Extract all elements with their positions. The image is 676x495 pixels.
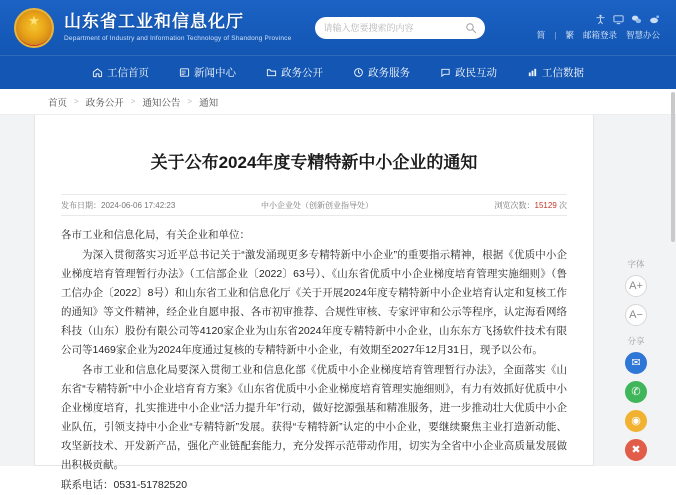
wechat-icon[interactable] [631, 14, 642, 25]
header-links [537, 29, 660, 41]
nav-item-data[interactable] [527, 65, 584, 80]
weibo-icon[interactable] [649, 14, 660, 25]
monitor-icon[interactable] [613, 14, 624, 25]
views-unit: 次 [559, 200, 567, 210]
side-rail [610, 258, 662, 468]
chat-icon [440, 67, 451, 78]
article-paragraph-0: 各市工业和信息化局，有关企业和单位： [61, 229, 250, 241]
breadcrumb-item-1[interactable]: 政务公开 [85, 97, 124, 109]
nav-item-home[interactable] [92, 65, 149, 80]
breadcrumb-sep-0: > [74, 97, 79, 106]
nav-item-news[interactable] [179, 65, 236, 80]
nav-label-affairs-service: 政务服务 [368, 67, 410, 79]
accessibility-icon[interactable] [595, 14, 606, 25]
link-sep-1: | [554, 30, 557, 40]
nav-label-news: 新闻中心 [194, 67, 236, 79]
nav-label-home: 工信首页 [107, 67, 149, 79]
font-decrease-button[interactable]: A− [625, 304, 647, 326]
article-card [34, 115, 594, 491]
site-title-block [64, 11, 291, 44]
publish-date: 2024-06-06 17:42:23 [101, 200, 176, 210]
article-source: 中小企业处（创新创业指导处） [261, 200, 373, 210]
data-icon [527, 67, 538, 78]
article-paragraph-3: 联系电话：0531-51782520 [61, 479, 188, 491]
breadcrumb-sep-1: > [130, 97, 136, 106]
news-icon [179, 67, 190, 78]
share-wechat-button[interactable]: ✆ [625, 381, 647, 403]
site-title-cn: 山东省工业和信息化厅 [64, 12, 244, 31]
search-box[interactable] [315, 17, 485, 39]
nav-label-interaction: 政民互动 [455, 67, 497, 79]
page-title: 关于公布2024年度专精特新中小企业的通知 [150, 153, 478, 172]
search-input[interactable] [323, 23, 465, 33]
lang-traditional[interactable]: 繁 [565, 30, 574, 40]
site-title-en: Department of Industry and Information Technology of Shandong Province [64, 35, 292, 42]
article-paragraph-1: 为深入贯彻落实习近平总书记关于“激发涌现更多专精特新中小企业”的重要指示精神，根据《优质中小企业梯度培育管理暂行办法》（工信部企业〔2022〕63号）、《山东省优质中小企业梯度培育管理实施细则》（鲁工信办企〔2022〕8号）和山东省工业和信息化厅《关于开展2024年度专精特新中小企业培育认定和复核工作的通知》等文件精神，经企业自愿申报、各市初审推荐、合规性审核、专家评审和公示等程序，认定海看网络科技（山东）股份有限公司等4120家企业为山东省2024年度专精特新中小企业，山东东方飞扬软件技术有限公司等1469家企业为2024年度通过复核的专精特新中小企业，有效期至2027年12月31日，现予以公布。 [61, 249, 567, 356]
mail-login-link[interactable]: 邮箱登录 [582, 30, 617, 40]
publish-info [61, 200, 261, 211]
home-icon [92, 67, 103, 78]
main-nav [0, 55, 676, 89]
view-count [437, 200, 567, 211]
nav-item-affairs-open[interactable] [266, 65, 323, 80]
breadcrumb-sep-2: > [187, 97, 193, 106]
national-emblem-icon [14, 8, 54, 48]
article-meta [61, 194, 567, 216]
nav-label-affairs-open: 政务公开 [281, 67, 323, 79]
smart-office-link[interactable]: 智慧办公 [625, 30, 660, 40]
site-header [0, 0, 676, 55]
breadcrumb-item-3[interactable]: 通知 [199, 97, 219, 109]
article-paragraph-2: 各市工业和信息化局要深入贯彻工业和信息化部《优质中小企业梯度培育管理暂行办法》，全面落实《山东省“专精特新”中小企业培育育方案》《山东省优质中小企业梯度培育管理实施细则》，有力有效抓好优质中小企业梯度培育，扎实推进中小企业“活力提升年”行动，做好挖源强基和精准服务，进一步推动壮大优质中小企业队伍，引领支持中小企业“专精特新”发展。获得“专精特新”认定的中小企业，要继续聚焦主业打造新动能、攻坚新技术、开发新产品，强化产业链配套能力，充分发挥示范带动作用，切实为全省中小企业高质量发展做出积极贡献。 [61, 364, 567, 471]
article-body [35, 216, 593, 495]
views-label: 浏览次数： [494, 200, 535, 210]
font-increase-button[interactable]: A+ [625, 275, 647, 297]
nav-item-affairs-service[interactable] [353, 65, 410, 80]
nav-label-data: 工信数据 [542, 67, 584, 79]
share-close-button[interactable]: ✖ [625, 439, 647, 461]
service-icon [353, 67, 364, 78]
share-label: 分享 [627, 336, 645, 346]
font-size-label: 字体 [627, 259, 645, 269]
nav-item-interaction[interactable] [440, 65, 497, 80]
breadcrumb-item-2[interactable]: 通知公告 [142, 97, 181, 109]
header-right [537, 14, 662, 41]
views-number: 15129 [534, 200, 557, 210]
lang-simplified[interactable]: 简 [536, 30, 546, 40]
header-tool-icons [595, 14, 660, 25]
breadcrumb [0, 89, 676, 115]
folder-icon [266, 67, 277, 78]
breadcrumb-item-0[interactable]: 首页 [48, 97, 68, 109]
share-mail-button[interactable]: ✉ [625, 352, 647, 374]
share-weibo-button[interactable]: ◉ [625, 410, 647, 432]
publish-label: 发布日期： [61, 200, 101, 210]
scrollbar-thumb[interactable] [671, 92, 675, 242]
search-icon[interactable] [465, 22, 477, 34]
